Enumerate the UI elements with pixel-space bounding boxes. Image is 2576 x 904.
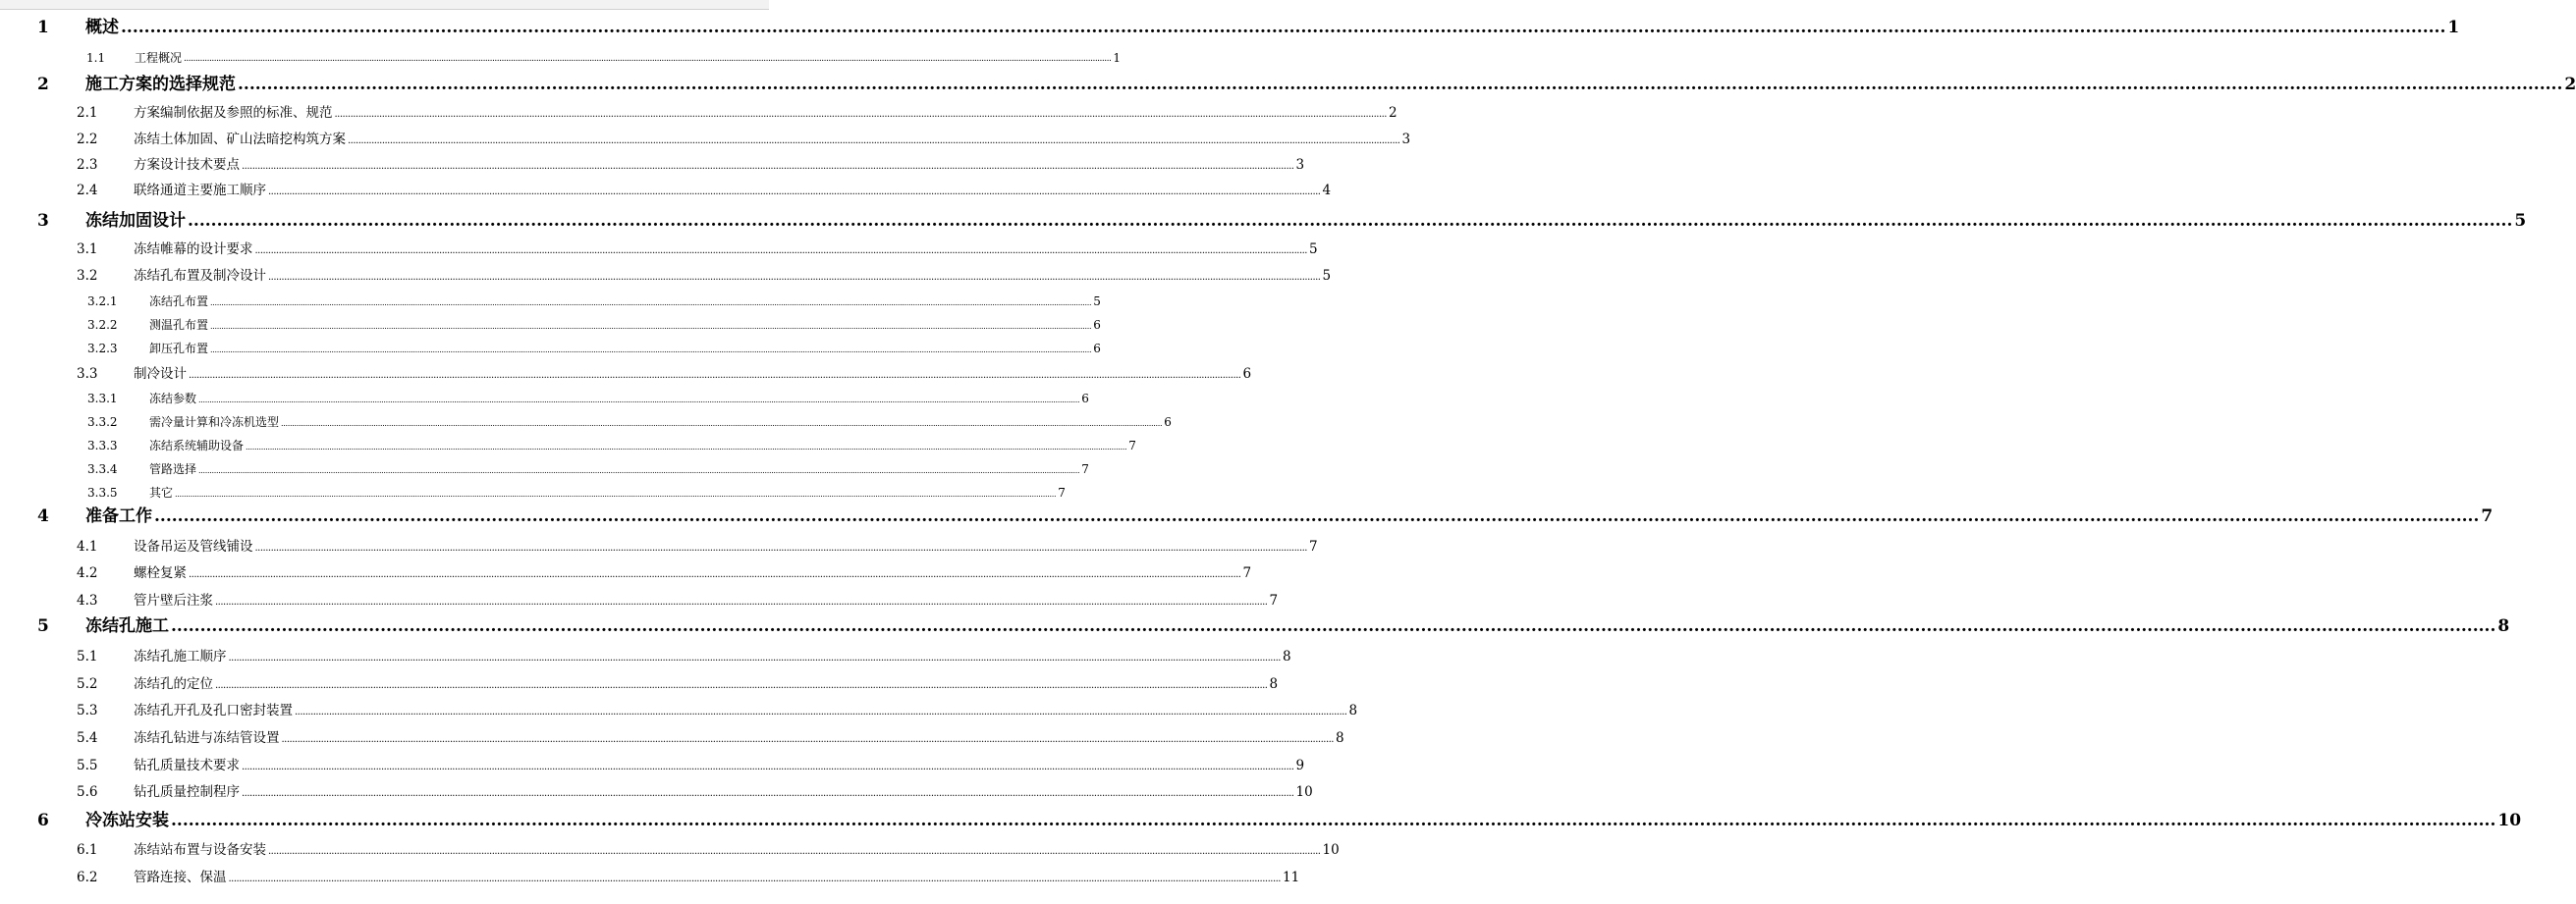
toc-entry-number: 5.6: [77, 783, 98, 800]
toc-entry-leader-dots: ................................................................................................................................................................................................................................................................................................................................................................................................................: [334, 109, 1387, 120]
page-top-edge: [0, 0, 769, 10]
toc-entry-number: 2: [37, 75, 49, 94]
toc-entry-line: [85, 616, 2510, 636]
toc-entry-line: [134, 702, 1358, 718]
toc-entry-leader-dots: ................................................................................................................................................................................................................................................................................................................................................................................................................: [246, 443, 1127, 452]
toc-entry-line: [85, 811, 2522, 830]
toc-entry[interactable]: [0, 315, 1101, 332]
toc-entry-line: [149, 294, 1101, 308]
toc-entry[interactable]: [0, 700, 1358, 718]
toc-entry-number: 3.3.1: [87, 392, 118, 405]
toc-entry-leader-dots: ................................................................................................................................................................................................................................................................................................................................................................................................................: [295, 707, 1347, 718]
toc-entry-line: [149, 342, 1101, 355]
toc-entry-leader-dots: ................................................................................................................................................................................................................................................................................................................................................................................................................: [348, 135, 1400, 146]
toc-entry-number: 1.1: [86, 51, 106, 65]
toc-entry[interactable]: [0, 646, 1291, 665]
toc-entry-page-number: 7: [1081, 462, 1089, 476]
toc-entry-number: 1: [37, 18, 49, 37]
toc-entry-page-number: 7: [1269, 592, 1279, 609]
toc-entry-line: [134, 729, 1344, 746]
toc-entry-line: [149, 415, 1172, 429]
toc-entry-page-number: 6: [1093, 342, 1101, 355]
toc-entry-line: [135, 51, 1121, 65]
toc-entry-title: 冻结孔开孔及孔口密封装置: [134, 702, 293, 718]
toc-entry[interactable]: [0, 808, 2522, 830]
toc-entry-leader-dots: ................................................................................................................................................................................................................................................................................................................................................................................................................: [242, 762, 1294, 772]
toc-entry-line: [134, 592, 1279, 609]
toc-entry-leader-dots: ................................................................................................................................................................................................................................................................................................................................................................................................................: [189, 370, 1241, 381]
toc-entry-title: 冻结孔布置及制冷设计: [134, 267, 266, 284]
toc-entry[interactable]: [0, 867, 1300, 885]
toc-entry-line: [134, 538, 1318, 555]
toc-entry-title: 管路连接、保温: [134, 869, 227, 885]
toc-entry-leader-dots: ................................................................................................................................................................................................................................................................................................................................................................................................................: [268, 272, 1321, 283]
toc-entry-title: 冻结孔施工: [85, 616, 169, 636]
toc-entry-title: 测温孔布置: [149, 318, 209, 332]
toc-entry-number: 6.1: [77, 841, 98, 858]
toc-entry-page-number: 5: [1093, 294, 1101, 308]
toc-entry-number: 4.2: [77, 564, 98, 581]
toc-entry-title: 钻孔质量控制程序: [134, 783, 240, 800]
toc-entry-leader-dots: ................................................................................................................................................................................................................................................................................................................................................................................................................: [171, 616, 2496, 636]
toc-entry-title: 管片壁后注浆: [134, 592, 213, 609]
toc-entry-line: [85, 211, 2527, 231]
toc-entry-page-number: 3: [1401, 131, 1411, 147]
toc-entry-title: 管路选择: [149, 462, 197, 476]
toc-entry-page-number: 6: [1093, 318, 1101, 332]
toc-entry-leader-dots: ................................................................................................................................................................................................................................................................................................................................................................................................................: [228, 874, 1281, 884]
toc-entry-line: [134, 131, 1411, 147]
toc-entry[interactable]: [0, 265, 1332, 284]
toc-entry-title: 方案编制依据及参照的标准、规范: [134, 104, 333, 121]
toc-entry-page-number: 2: [1388, 104, 1398, 121]
toc-entry-line: [134, 156, 1305, 173]
toc-entry-leader-dots: ................................................................................................................................................................................................................................................................................................................................................................................................................: [215, 597, 1268, 608]
toc-entry-title: 工程概况: [135, 51, 183, 65]
toc-entry-title: 冻结孔的定位: [134, 675, 213, 692]
toc-entry-page-number: 11: [1282, 869, 1300, 885]
toc-entry-number: 3.3.4: [87, 462, 118, 476]
toc-entry-page-number: 6: [1081, 392, 1089, 405]
toc-entry-line: [149, 439, 1136, 452]
toc-entry-leader-dots: ................................................................................................................................................................................................................................................................................................................................................................................................................: [254, 543, 1307, 554]
toc-entry-line: [149, 462, 1089, 476]
toc-entry-title: 冻结孔布置: [149, 294, 209, 308]
toc-entry-leader-dots: ................................................................................................................................................................................................................................................................................................................................................................................................................: [215, 680, 1268, 691]
toc-entry-leader-dots: ................................................................................................................................................................................................................................................................................................................................................................................................................: [154, 506, 2480, 526]
toc-entry-number: 3: [37, 211, 49, 231]
toc-entry-leader-dots: ................................................................................................................................................................................................................................................................................................................................................................................................................: [268, 846, 1321, 857]
toc-entry-leader-dots: ................................................................................................................................................................................................................................................................................................................................................................................................................: [242, 788, 1294, 799]
toc-entry-title: 螺栓复紧: [134, 564, 187, 581]
toc-entry-page-number: 8: [2497, 616, 2510, 636]
toc-entry-title: 卸压孔布置: [149, 342, 209, 355]
toc-entry-title: 概述: [85, 18, 119, 37]
toc-entry-leader-dots: ................................................................................................................................................................................................................................................................................................................................................................................................................: [175, 490, 1057, 499]
toc-entry-line: [134, 365, 1252, 382]
toc-entry-page-number: 7: [1308, 538, 1318, 555]
toc-entry-number: 3.2.3: [87, 342, 118, 355]
toc-entry[interactable]: [0, 613, 2510, 636]
toc-entry[interactable]: [0, 129, 1411, 147]
toc-entry-page-number: 1: [2447, 18, 2460, 37]
toc-entry-title: 施工方案的选择规范: [85, 75, 236, 94]
toc-entry[interactable]: [0, 208, 2527, 231]
toc-entry[interactable]: [0, 412, 1172, 429]
toc-entry-line: [134, 675, 1279, 692]
toc-entry[interactable]: [0, 590, 1279, 609]
toc-entry-line: [149, 392, 1089, 405]
toc-entry-number: 3.1: [77, 240, 98, 257]
toc-entry-leader-dots: ................................................................................................................................................................................................................................................................................................................................................................................................................: [210, 298, 1092, 307]
toc-entry-title: 冻结参数: [149, 392, 197, 405]
toc-entry-title: 设备吊运及管线铺设: [134, 538, 253, 555]
toc-entry-line: [134, 564, 1252, 581]
toc-entry-line: [85, 506, 2494, 526]
toc-entry[interactable]: [0, 755, 1305, 773]
toc-entry-leader-dots: ................................................................................................................................................................................................................................................................................................................................................................................................................: [210, 322, 1092, 331]
toc-entry-line: [134, 267, 1332, 284]
toc-entry-title: 制冷设计: [134, 365, 187, 382]
toc-entry-leader-dots: ................................................................................................................................................................................................................................................................................................................................................................................................................: [184, 54, 1112, 64]
toc-entry-page-number: 7: [1242, 564, 1252, 581]
toc-entry[interactable]: [0, 436, 1136, 452]
toc-entry[interactable]: [0, 536, 1318, 555]
toc-entry-line: [134, 841, 1340, 858]
toc-entry[interactable]: [0, 72, 2576, 94]
toc-entry-line: [134, 104, 1398, 121]
toc-entry-page-number: 7: [1128, 439, 1136, 452]
toc-entry-title: 冻结站布置与设备安装: [134, 841, 266, 858]
toc-entry-leader-dots: ................................................................................................................................................................................................................................................................................................................................................................................................................: [121, 18, 2446, 37]
toc-entry[interactable]: [0, 48, 1121, 65]
toc-entry-title: 冷冻站安装: [85, 811, 169, 830]
toc-entry-page-number: 10: [1322, 841, 1340, 858]
toc-entry-title: 冻结土体加固、矿山法暗挖构筑方案: [134, 131, 346, 147]
toc-entry-line: [85, 18, 2460, 37]
toc-entry-number: 2.4: [77, 182, 98, 198]
toc-entry-number: 4: [37, 506, 49, 526]
toc-entry-page-number: 10: [1295, 783, 1313, 800]
toc-entry-number: 5.5: [77, 757, 98, 773]
toc-entry-line: [149, 486, 1066, 500]
toc-entry[interactable]: [0, 15, 2460, 37]
toc-entry-line: [134, 240, 1318, 257]
toc-entry-page-number: 6: [1242, 365, 1252, 382]
toc-entry-number: 5.2: [77, 675, 98, 692]
toc-entry-page-number: 5: [2514, 211, 2527, 231]
toc-entry[interactable]: [0, 459, 1089, 476]
toc-entry-page-number: 2: [2564, 75, 2576, 94]
toc-entry-line: [85, 75, 2576, 94]
toc-entry-leader-dots: ................................................................................................................................................................................................................................................................................................................................................................................................................: [171, 811, 2496, 830]
toc-entry-number: 3.2.2: [87, 318, 118, 332]
toc-entry[interactable]: [0, 339, 1101, 355]
toc-entry-page-number: 5: [1308, 240, 1318, 257]
toc-entry-page-number: 9: [1295, 757, 1305, 773]
toc-entry-leader-dots: ................................................................................................................................................................................................................................................................................................................................................................................................................: [281, 734, 1334, 745]
toc-entry-leader-dots: ................................................................................................................................................................................................................................................................................................................................................................................................................: [268, 186, 1321, 197]
toc-entry-line: [149, 318, 1101, 332]
toc-entry[interactable]: [0, 389, 1089, 405]
toc-entry-page-number: 3: [1295, 156, 1305, 173]
toc-entry-number: 6: [37, 811, 49, 830]
toc-entry-number: 4.3: [77, 592, 98, 609]
toc-entry-leader-dots: ................................................................................................................................................................................................................................................................................................................................................................................................................: [281, 419, 1163, 428]
toc-entry-number: 5.4: [77, 729, 98, 746]
toc-entry-number: 5.1: [77, 648, 98, 665]
toc-entry-leader-dots: ................................................................................................................................................................................................................................................................................................................................................................................................................: [254, 245, 1307, 256]
toc-entry-number: 4.1: [77, 538, 98, 555]
toc-entry-number: 2.1: [77, 104, 98, 121]
toc-entry-title: 冻结加固设计: [85, 211, 186, 231]
toc-entry-title: 冻结帷幕的设计要求: [134, 240, 253, 257]
toc-entry-page-number: 8: [1269, 675, 1279, 692]
toc-entry-title: 冻结孔施工顺序: [134, 648, 227, 665]
toc-entry[interactable]: [0, 363, 1252, 382]
toc-entry-leader-dots: ................................................................................................................................................................................................................................................................................................................................................................................................................: [188, 211, 2513, 231]
toc-entry-leader-dots: ................................................................................................................................................................................................................................................................................................................................................................................................................: [198, 466, 1080, 475]
toc-entry-title: 冻结孔钻进与冻结管设置: [134, 729, 280, 746]
toc-entry-number: 5.3: [77, 702, 98, 718]
toc-entry[interactable]: [0, 180, 1332, 198]
toc-entry-title: 需冷量计算和冷冻机选型: [149, 415, 280, 429]
toc-entry-title: 方案设计技术要点: [134, 156, 240, 173]
toc-entry-line: [134, 182, 1332, 198]
toc-entry-line: [134, 783, 1313, 800]
toc-entry[interactable]: [0, 102, 1398, 121]
toc-entry-page-number: 7: [1058, 486, 1066, 500]
toc-entry-number: 2.3: [77, 156, 98, 173]
toc-entry-number: 3.2: [77, 267, 98, 284]
toc-entry-number: 3.2.1: [87, 294, 118, 308]
toc-entry-page-number: 8: [1282, 648, 1291, 665]
toc-entry-number: 3.3.2: [87, 415, 118, 429]
toc-entry[interactable]: [0, 727, 1344, 746]
toc-entry-title: 联络通道主要施工顺序: [134, 182, 266, 198]
toc-entry-line: [134, 648, 1291, 665]
toc-entry-leader-dots: ................................................................................................................................................................................................................................................................................................................................................................................................................: [189, 569, 1241, 580]
toc-entry-title: 钻孔质量技术要求: [134, 757, 240, 773]
toc-entry-page-number: 8: [1335, 729, 1344, 746]
toc-entry-leader-dots: ................................................................................................................................................................................................................................................................................................................................................................................................................: [210, 346, 1092, 354]
toc-entry-page-number: 8: [1348, 702, 1358, 718]
toc-entry[interactable]: [0, 483, 1066, 500]
toc-entry-number: 2.2: [77, 131, 98, 147]
toc-entry-page-number: 1: [1113, 51, 1121, 65]
toc-entry[interactable]: [0, 673, 1279, 692]
toc-entry-leader-dots: ................................................................................................................................................................................................................................................................................................................................................................................................................: [238, 75, 2563, 94]
toc-entry-page-number: 6: [1164, 415, 1172, 429]
toc-entry-line: [134, 869, 1300, 885]
toc-entry[interactable]: [0, 292, 1101, 308]
toc-entry-number: 3.3: [77, 365, 98, 382]
toc-entry[interactable]: [0, 562, 1252, 581]
toc-entry[interactable]: [0, 781, 1313, 800]
toc-entry[interactable]: [0, 154, 1305, 173]
toc-entry-number: 5: [37, 616, 49, 636]
toc-entry-page-number: 7: [2481, 506, 2494, 526]
toc-entry-number: 3.3.5: [87, 486, 118, 500]
toc-entry-line: [134, 757, 1305, 773]
toc-entry-number: 6.2: [77, 869, 98, 885]
toc-entry-title: 准备工作: [85, 506, 152, 526]
toc-entry-leader-dots: ................................................................................................................................................................................................................................................................................................................................................................................................................: [228, 653, 1281, 664]
toc-entry[interactable]: [0, 239, 1318, 257]
toc-entry[interactable]: [0, 504, 2494, 526]
toc-entry-page-number: 10: [2497, 811, 2522, 830]
toc-entry[interactable]: [0, 839, 1340, 858]
toc-entry-title: 冻结系统辅助设备: [149, 439, 245, 452]
toc-entry-number: 3.3.3: [87, 439, 118, 452]
toc-entry-leader-dots: ................................................................................................................................................................................................................................................................................................................................................................................................................: [198, 396, 1080, 404]
toc-entry-page-number: 5: [1322, 267, 1332, 284]
toc-entry-page-number: 4: [1322, 182, 1332, 198]
toc-entry-title: 其它: [149, 486, 174, 500]
toc-entry-leader-dots: ................................................................................................................................................................................................................................................................................................................................................................................................................: [242, 161, 1294, 172]
